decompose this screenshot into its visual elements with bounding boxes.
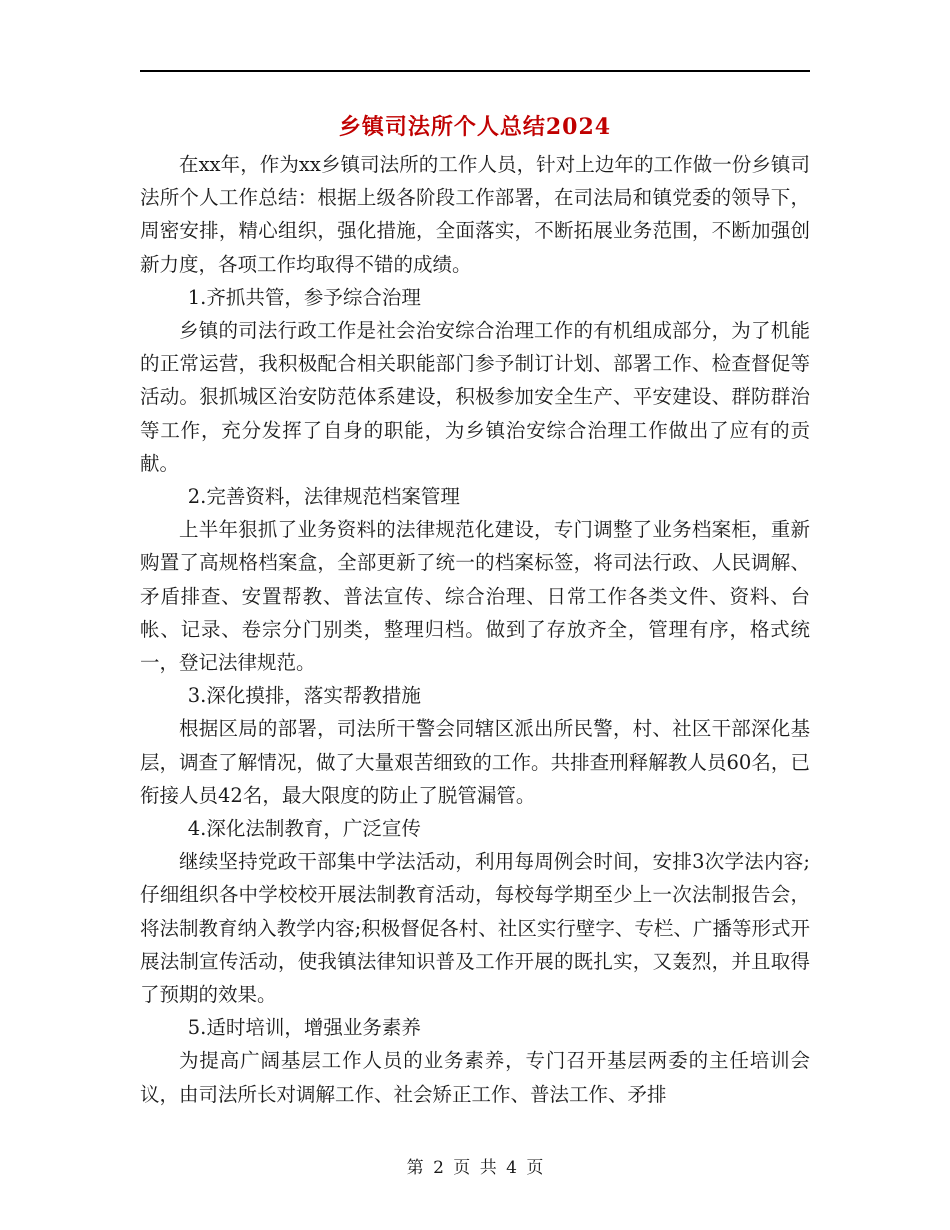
- paragraph-section-2: 上半年狠抓了业务资料的法律规范化建设，专门调整了业务档案柜，重新购置了高规格档案盒，全部更新了统一的档案标签，将司法行政、人民调解、矛盾排查、安置帮教、普法宣传、综合治理、日常工作各类文件、资料、台帐、记录、卷宗分门别类，整理归档。做到了存放齐全，管理有序，格式统一，登记法律规范。: [140, 518, 810, 675]
- section-heading-3: 3.深化摸排，落实帮教措施: [187, 684, 421, 708]
- paragraph-section-1: 乡镇的司法行政工作是社会治安综合治理工作的有机组成部分，为了机能的正常运营，我积极配合相关职能部门参予制订计划、部署工作、检查督促等活动。狠抓城区治安防范体系建设，积极参加安全生产、平安建设、群防群治等工作，充分发挥了自身的职能，为乡镇治安综合治理工作做出了应有的贡献。: [140, 319, 810, 475]
- document-title: 乡镇司法所个人总结2024: [338, 114, 612, 140]
- paragraph-section-4: 继续坚持党政干部集中学法活动，利用每周例会时间，安排3次学法内容;仔细组织各中学校校开展法制教育活动，每校每学期至少上一次法制报告会，将法制教育纳入教学内容;积极督促各村、社区实行壁字、专栏、广播等形式开展法制宣传活动，使我镇法律知识普及工作开展的既扎实，又轰烈，并且取得了预期的效果。: [140, 850, 810, 1007]
- section-heading-1: 1.齐抓共管，参予综合治理: [187, 285, 421, 309]
- section-heading-4: 4.深化法制教育，广泛宣传: [187, 817, 421, 841]
- document-body: [140, 148, 810, 1111]
- paragraph-section-3: 根据区局的部署，司法所干警会同辖区派出所民警，村、社区干部深化基层，调查了解情况，做了大量艰苦细致的工作。共排查刑释解教人员60名，已衔接人员42名，最大限度的防止了脱管漏管。: [140, 717, 810, 807]
- header-rule: [140, 70, 810, 72]
- page-number: 第 2 页 共 4 页: [406, 1158, 544, 1178]
- paragraph-intro: 在xx年，作为xx乡镇司法所的工作人员，针对上边年的工作做一份乡镇司法所个人工作总结：根据上级各阶段工作部署，在司法局和镇党委的领导下，周密安排，精心组织，强化措施，全面落实，不断拓展业务范围，不断加强创新力度，各项工作均取得不错的成绩。: [140, 153, 810, 276]
- section-heading-2: 2.完善资料，法律规范档案管理: [187, 485, 460, 509]
- paragraph-section-5: 为提高广阔基层工作人员的业务素养，专门召开基层两委的主任培训会议，由司法所长对调解工作、社会矫正工作、普法工作、矛排: [140, 1049, 810, 1106]
- section-heading-5: 5.适时培训，增强业务素养: [187, 1016, 421, 1040]
